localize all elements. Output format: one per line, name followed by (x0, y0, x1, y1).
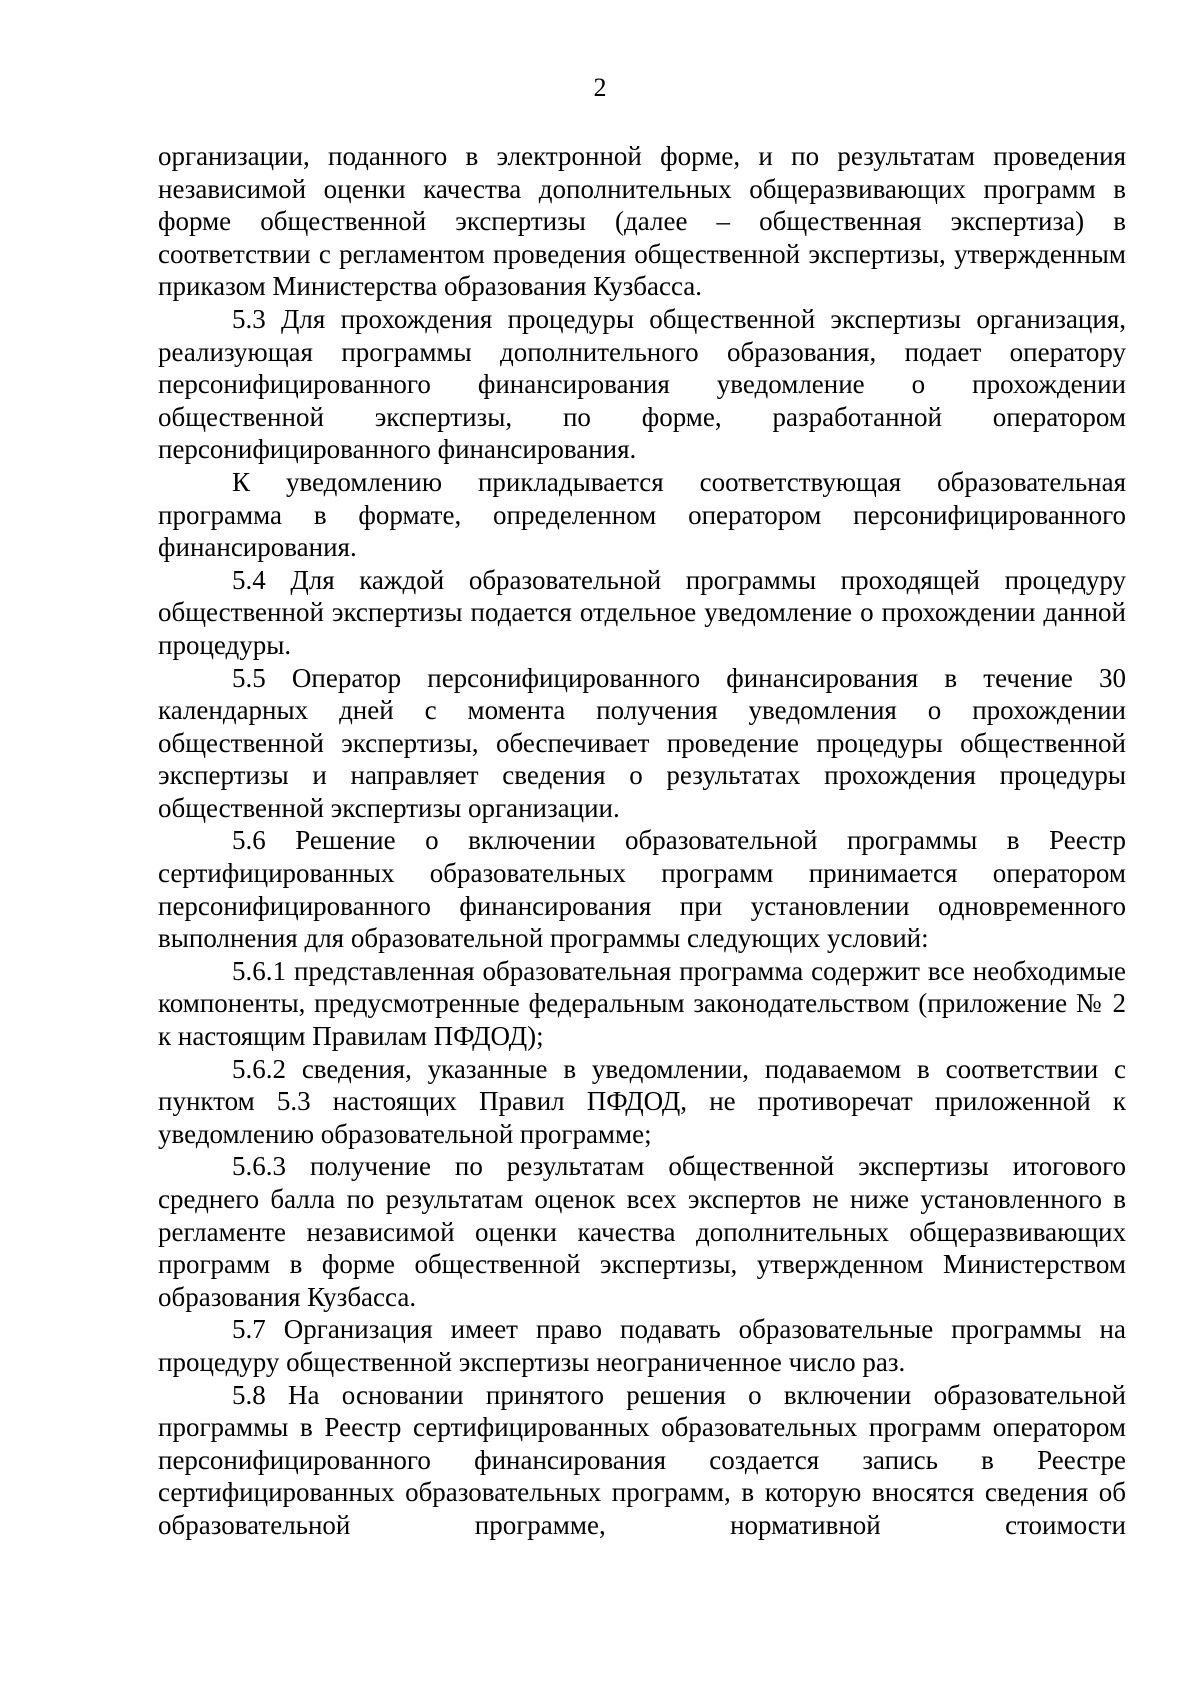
paragraph-5-6-3: 5.6.3 получение по результатам общественной экспертизы итогового среднего балла по результатам оценок всех экспертов не ниже установленного в регламенте независимой оценки качества дополнительных общеразвивающих программ в форме общественной экспертизы, утвержденном Министерством образования Кузбасса. (158, 1151, 1126, 1312)
paragraph-notification-attachment: К уведомлению прикладывается соответствующая образовательная программа в формате, определенном оператором персонифицированного финансирования. (158, 466, 1126, 563)
paragraph-5-3: 5.3 Для прохождения процедуры общественной экспертизы организация, реализующая программы дополнительного образования, подает оператору персонифицированного финансирования уведомление о прохождении общественной экспертизы, по форме, разработанной оператором персонифицированного финансирования. (158, 303, 1126, 465)
paragraph-continuation: организации, поданного в электронной форме, и по результатам проведения независимой оценки качества дополнительных общеразвивающих программ в форме общественной экспертизы (далее – общественная экспертиза) в соответствии с регламентом проведения общественной экспертизы, утвержденным приказом Министерства образования Кузбасса. (158, 141, 1126, 302)
paragraph-5-6: 5.6 Решение о включении образовательной программы в Реестр сертифицированных образовательных программ принимается оператором персонифицированного финансирования при установлении одновременного выполнения для образовательной программы следующих условий: (158, 825, 1126, 954)
paragraph-5-8: 5.8 На основании принятого решения о включении образовательной программы в Реестр сертифицированных образовательных программ оператором персонифицированного финансирования создается запись в Реестре сертифицированных образовательных программ, в которую вносятся сведения об образовательной программе, нормативной стоимости (158, 1379, 1126, 1540)
paragraph-5-6-1: 5.6.1 представленная образовательная программа содержит все необходимые компоненты, предусмотренные федеральным законодательством (приложение № 2 к настоящим Правилам ПФДОД); (158, 955, 1126, 1052)
page-number: 2 (593, 73, 607, 102)
paragraph-5-4: 5.4 Для каждой образовательной программы проходящей процедуру общественной экспертизы подается отдельное уведомление о прохождении данной процедуры. (158, 564, 1126, 660)
paragraph-5-5: 5.5 Оператор персонифицированного финансирования в течение 30 календарных дней с момента получения уведомления о прохождении общественной экспертизы, обеспечивает проведение процедуры общественной экспертизы и направляет сведения о результатах прохождения процедуры общественной экспертизы организации. (158, 662, 1126, 823)
paragraph-5-7: 5.7 Организация имеет право подавать образовательные программы на процедуру общественной экспертизы неограниченное число раз. (158, 1314, 1126, 1377)
paragraph-5-6-2: 5.6.2 сведения, указанные в уведомлении, подаваемом в соответствии с пунктом 5.3 настоящих Правил ПФДОД, не противоречат приложенной к уведомлению образовательной программе; (158, 1053, 1126, 1149)
document-body (158, 140, 1126, 1542)
